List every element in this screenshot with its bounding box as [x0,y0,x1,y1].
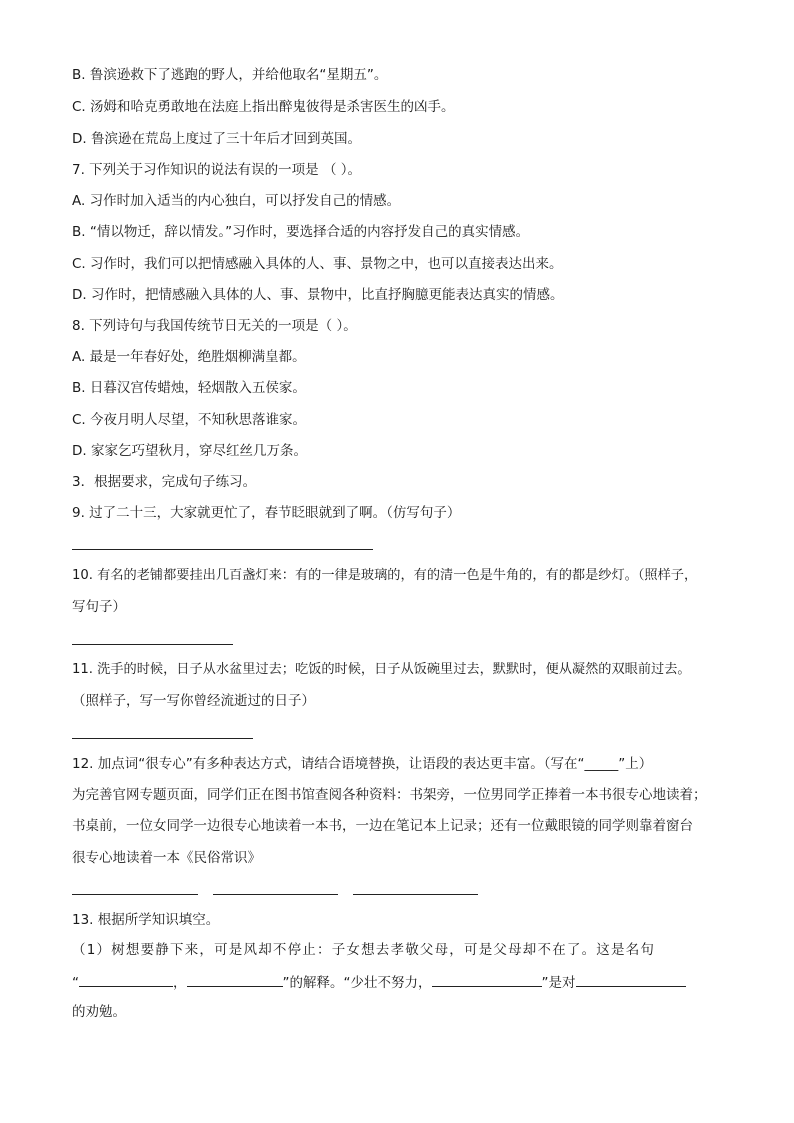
q6-option-b: B. 鲁滨逊救下了逃跑的野人，并给他取名“星期五”。 [72,67,388,83]
q13-blank-1[interactable] [79,972,173,987]
q13-part1-line-3: 的劝勉。 [72,1004,126,1020]
q8-option-b: B. 日暮汉宫传蜡烛，轻烟散入五侯家。 [72,380,306,396]
q8-stem: 8. 下列诗句与我国传统节日无关的一项是（ ）。 [72,318,357,334]
q12-line-1: 12. 加点词“很专心”有多种表达方式，请结合语境替换，让语段的表达更丰富。（写在“_____”上） [72,756,653,772]
q13-end-text: ”是对 [541,975,576,991]
q12-line-2: 为完善官网专题页面，同学们正在图书馆查阅各种资料：书架旁，一位男同学正捧着一本书很专心地读着； [72,787,707,803]
q11-answer-line[interactable] [72,738,253,739]
q7-stem: 7. 下列关于习作知识的说法有误的一项是 （ ）。 [72,162,362,178]
q12-answer-line-2[interactable] [213,894,338,895]
q13-mid-text: ”的解释。“少壮不努力， [282,975,432,991]
q7-option-c: C. 习作时，我们可以把情感融入具体的人、事、景物之中，也可以直接表达出来。 [72,256,563,272]
q8-option-d: D. 家家乞巧望秋月，穿尽红丝几万条。 [72,443,307,459]
q11-line-2: （照样子，写一写你曾经流逝过的日子） [72,693,315,709]
q13-blank-3[interactable] [432,972,542,987]
q10-line-1: 10. 有名的老铺都要挂出几百盏灯来：有的一律是玻璃的，有的清一色是牛角的，有的都是纱灯。（照样子， [72,568,698,583]
q7-option-b: B. “情以物迁，辞以情发。”习作时，要选择合适的内容抒发自己的真实情感。 [72,224,530,240]
q12-line-4: 很专心地读着一本《民俗常识》 [72,850,261,866]
q10-line-2: 写句子） [72,599,126,615]
section-3-heading: 3．根据要求，完成句子练习。 [72,474,257,490]
q6-option-c: C. 汤姆和哈克勇敢地在法庭上指出醉鬼彼得是杀害医生的凶手。 [72,99,455,115]
q11-line-1: 11. 洗手的时候，日子从水盆里过去；吃饭的时候，日子从饭碗里过去，默默时，便从凝然的双眼前过去。 [72,662,691,677]
q7-option-d: D. 习作时，把情感融入具体的人、事、景物中，比直抒胸臆更能表达真实的情感。 [72,287,564,303]
q13-part1-line-1: （1）树想要静下来，可是风却不停止：子女想去孝敬父母，可是父母却不在了。这是名句 [72,942,656,958]
q13-blank-2[interactable] [187,972,283,987]
q8-option-c: C. 今夜月明人尽望，不知秋思落谁家。 [72,412,307,428]
q12-answer-line-1[interactable] [72,894,198,895]
q13-blank-4[interactable] [576,972,686,987]
q12-line-3: 书桌前，一位女同学一边很专心地读着一本书，一边在笔记本上记录；还有一位戴眼镜的同学则靠着窗台 [72,818,693,834]
q9-stem: 9. 过了二十三，大家就更忙了，春节眨眼就到了啊。（仿写句子） [72,505,461,521]
q6-option-d: D. 鲁滨逊在荒岛上度过了三十年后才回到英国。 [72,131,361,147]
q9-answer-line[interactable] [72,549,373,550]
q7-option-a: A. 习作时加入适当的内心独白，可以抒发自己的情感。 [72,193,401,209]
q13-stem: 13. 根据所学知识填空。 [72,912,220,928]
q13-open-quote: “ [72,975,79,991]
q10-answer-line[interactable] [72,644,233,645]
q12-answer-line-3[interactable] [353,894,478,895]
q8-option-a: A. 最是一年春好处，绝胜烟柳满皇都。 [72,349,306,365]
q13-comma: ， [173,975,187,991]
q13-part1-line-2 [72,972,686,992]
